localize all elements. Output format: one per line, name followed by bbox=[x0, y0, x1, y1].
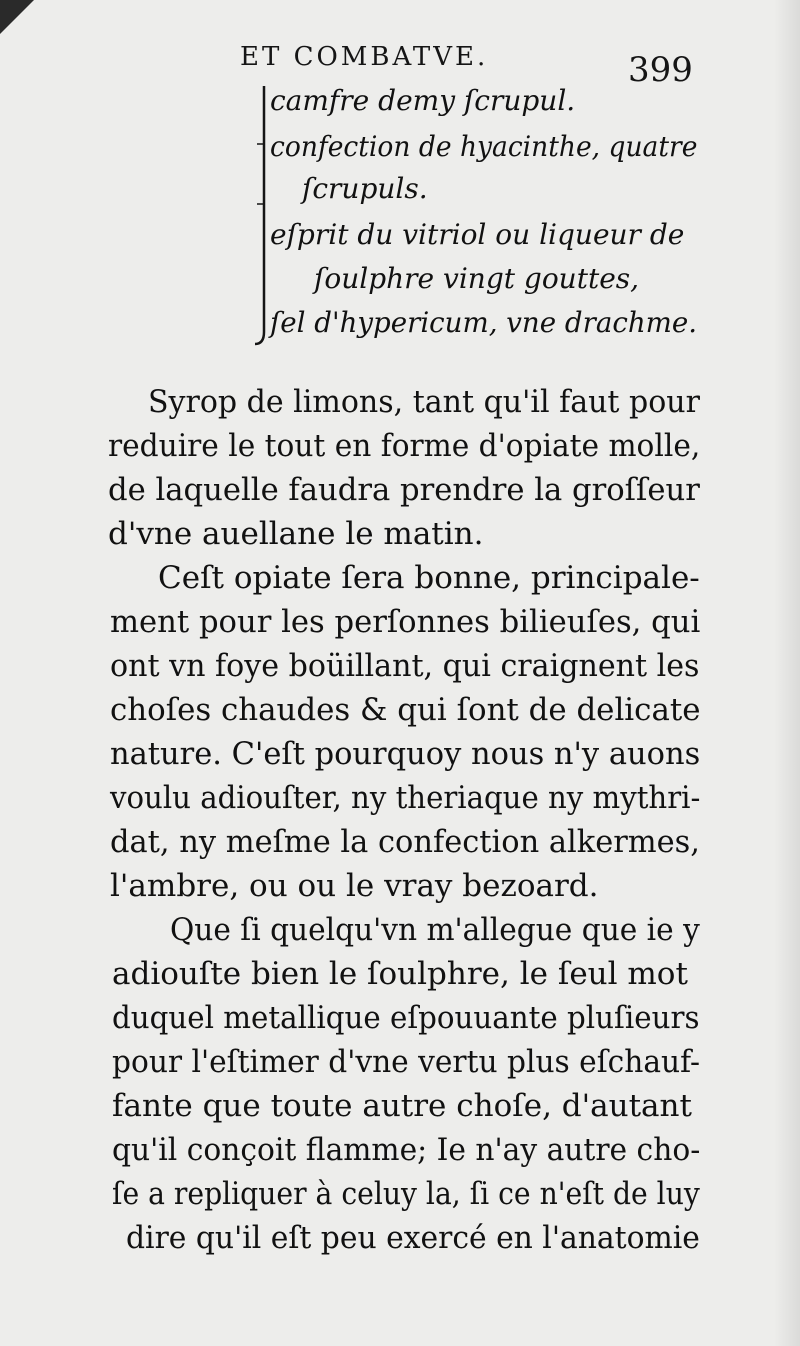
recipe-line: eſprit du vitriol ou liqueur de bbox=[270, 218, 685, 251]
text-line: choſes chaudes & qui ſont de delicate bbox=[110, 692, 701, 728]
recipe-line: camfre demy ſcrupul. bbox=[270, 84, 576, 117]
text-line: nature. C'eſt pourquoy nous n'y auons bbox=[110, 736, 701, 772]
text-line: Syrop de limons, tant qu'il faut pour bbox=[148, 384, 700, 420]
text-line: qu'il conçoit flamme; Ie n'ay autre cho- bbox=[112, 1132, 701, 1168]
page-number: 399 bbox=[628, 50, 693, 90]
text-line: ont vn foye boüillant, qui craignent les bbox=[110, 648, 700, 684]
text-line: reduire le tout en forme d'opiate molle, bbox=[108, 428, 701, 464]
text-line: l'ambre, ou ou le vray bezoard. bbox=[110, 868, 599, 904]
recipe-line: ſel d'hypericum, vne drachme. bbox=[270, 306, 698, 339]
page-corner-shadow bbox=[0, 0, 34, 34]
recipe-line: ſoulphre vingt gouttes, bbox=[314, 262, 640, 295]
text-line: de laquelle faudra prendre la groſſeur bbox=[108, 472, 700, 508]
text-line: pour l'eſtimer d'vne vertu plus eſchauf- bbox=[112, 1044, 701, 1080]
recipe-brace-icon bbox=[252, 84, 272, 346]
recipe-ingredient-list bbox=[252, 84, 722, 346]
page-header bbox=[0, 42, 800, 88]
text-line: Ceſt opiate ſera bonne, principale- bbox=[158, 560, 700, 596]
text-line: fante que toute autre choſe, d'autant bbox=[112, 1088, 692, 1124]
running-head: ET COMBATVE. bbox=[240, 42, 489, 72]
text-line: ment pour les perſonnes bilieuſes, qui bbox=[110, 604, 701, 640]
text-line: d'vne auellane le matin. bbox=[108, 516, 484, 552]
recipe-line: confection de hyacinthe, quatre bbox=[270, 130, 698, 163]
recipe-line: ſcrupuls. bbox=[302, 172, 428, 205]
text-line: ſe a repliquer à celuy la, ſi ce n'eſt de luy bbox=[112, 1176, 700, 1212]
body-text bbox=[0, 384, 800, 1264]
text-line: voulu adiouſter, ny theriaque ny mythri- bbox=[110, 780, 701, 816]
text-line: adiouſte bien le ſoulphre, le ſeul mot bbox=[112, 956, 688, 992]
text-line: duquel metallique eſpouuante pluſieurs bbox=[112, 1000, 700, 1036]
text-line: dat, ny meſme la confection alkermes, bbox=[110, 824, 700, 860]
text-line: Que ſi quelqu'vn m'allegue que ie y bbox=[170, 912, 700, 948]
text-line: dire qu'il eſt peu exercé en l'anatomie bbox=[126, 1220, 700, 1256]
